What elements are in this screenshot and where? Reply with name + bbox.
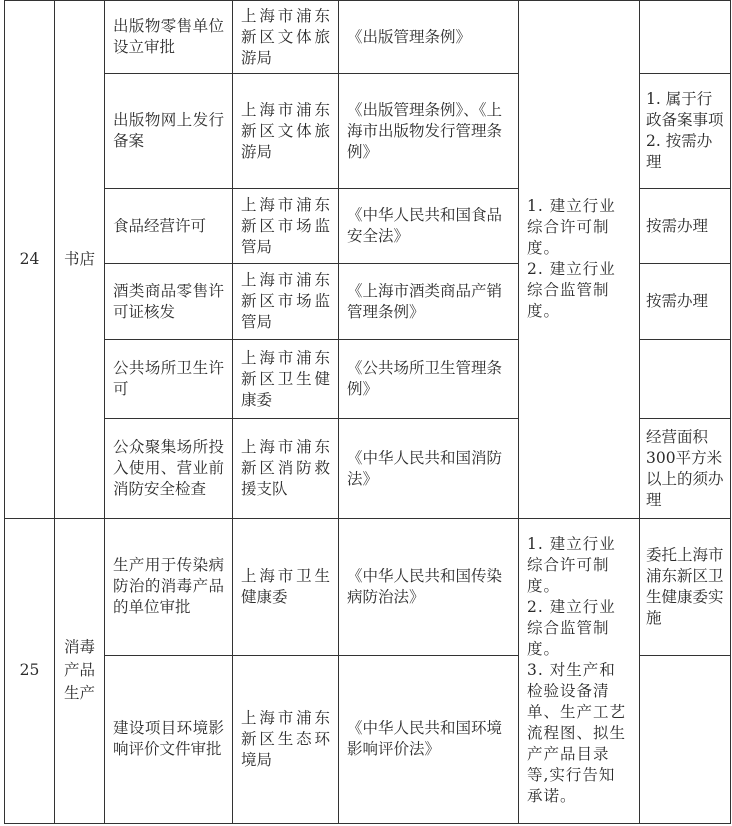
- note-cell: [640, 518, 731, 655]
- item-law: 《中华人民共和国传染病防治法》: [339, 518, 519, 655]
- row-category: 书店: [55, 1, 105, 519]
- item-name: 公共场所卫生许可: [105, 340, 233, 419]
- item-name: 酒类商品零售许可证核发: [105, 264, 233, 340]
- item-name: 建设项目环境影响评价文件审批: [105, 655, 233, 823]
- measures-cell: [519, 518, 640, 823]
- policy-table: [4, 0, 731, 824]
- measures-cell: [519, 1, 640, 519]
- item-dept: 上海市浦东新区文体旅游局: [233, 1, 339, 74]
- item-dept: 上海市浦东新区卫生健康委: [233, 340, 339, 419]
- item-note: 按需办理: [646, 292, 709, 311]
- item-dept: 上海市浦东新区生态环境局: [233, 655, 339, 823]
- item-dept: 上海市卫生健康委: [233, 518, 339, 655]
- item-note: 经营面积300平方米以上的须办理: [646, 427, 724, 509]
- note-cell: [640, 74, 731, 189]
- note-cell: [640, 264, 731, 340]
- item-name: 公众聚集场所投入使用、营业前消防安全检查: [105, 419, 233, 518]
- item-dept: 上海市浦东新区文体旅游局: [233, 74, 339, 189]
- note-cell: [640, 189, 731, 264]
- item-name: 生产用于传染病防治的消毒产品的单位审批: [105, 518, 233, 655]
- table-row: [5, 518, 731, 655]
- row-number: 24: [5, 1, 55, 519]
- item-dept: 上海市浦东新区市场监管局: [233, 189, 339, 264]
- item-dept: 上海市浦东新区市场监管局: [233, 264, 339, 340]
- item-name: 出版物零售单位设立审批: [105, 1, 233, 74]
- item-dept: 上海市浦东新区消防救援支队: [233, 419, 339, 518]
- note-cell: [640, 1, 731, 74]
- item-note: 委托上海市浦东新区卫生健康委实施: [646, 545, 724, 627]
- category-cell: [55, 518, 105, 823]
- item-law: 《出版管理条例》、《上海市出版物发行管理条例》: [339, 74, 519, 189]
- row-number: 25: [5, 518, 55, 823]
- item-law: 《中华人民共和国环境影响评价法》: [339, 655, 519, 823]
- note-cell: [640, 419, 731, 518]
- item-name: 食品经营许可: [105, 189, 233, 264]
- item-name: 出版物网上发行备案: [105, 74, 233, 189]
- measures-text: 1. 建立行业综合许可制度。 2. 建立行业综合监管制度。 3. 对生产和检验设备清单、生产工艺流程图、拟生产产品目录等,实行告知承诺。: [527, 535, 627, 806]
- item-law: 《中华人民共和国食品安全法》: [339, 189, 519, 264]
- note-cell: [640, 655, 731, 823]
- row-category: 消毒产品生产: [64, 638, 96, 703]
- item-law: 《上海市酒类商品产销管理条例》: [339, 264, 519, 340]
- item-law: 《中华人民共和国消防法》: [339, 419, 519, 518]
- note-cell: [640, 340, 731, 419]
- item-law: 《出版管理条例》: [339, 1, 519, 74]
- table-row: [5, 1, 731, 74]
- item-law: 《公共场所卫生管理条例》: [339, 340, 519, 419]
- item-note: 1. 属于行政备案事项 2. 按需办理: [646, 90, 724, 172]
- item-note: 按需办理: [646, 216, 709, 235]
- measures-text: 1. 建立行业综合许可制度。 2. 建立行业综合监管制度。: [527, 197, 616, 321]
